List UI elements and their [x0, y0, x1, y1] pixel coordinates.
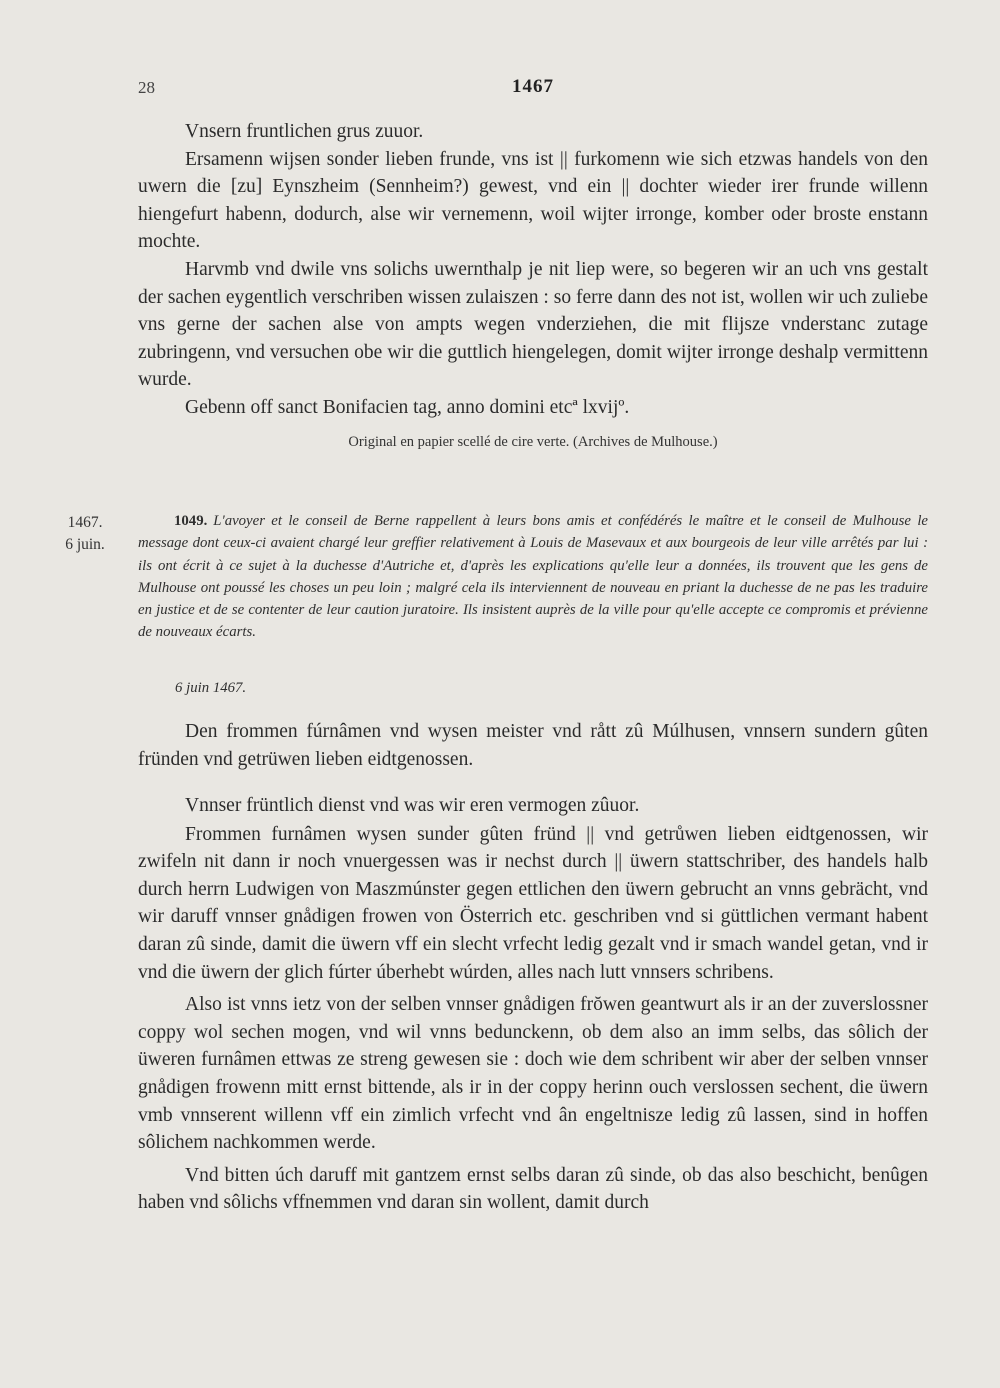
document-number: 1049.	[174, 513, 208, 529]
letter-2-address	[138, 718, 928, 773]
letter-1-paragraph: Harvmb vnd dwile vns solichs uwernthalp je nit liep were, so begeren wir an uch vns gestalt der sachen eygentlich verschriben wissen zulaiszen : so ferre dann des not ist, wollen wir uch zuliebe vns gerne der sachen alse von ampts wegen vnderziehen, die mit flijsze vnderstanc zutage zubringenn, vnd versuchen obe wir die guttlich hiengelegen, domit wijter irronge deshalp vermittenn wurde.	[138, 258, 928, 391]
letter-2-paragraph: Also ist vnns ietz von der selben vnnser gnådigen frŏwen geantwurt als ir an der zuverslossner coppy wol sechen mogen, vnd wil vnns bedunckenn, ob dem also an imm selbs, das sôlich der üweren furnâmen ettwas ze streng gewesen sie : doch wie dem schribent wir aber der selben vnnser gnådigen frowenn mitt ernst bittende, als ir in der coppy herinn ouch verslossen sechent, die üwern vmb vnnserent willenn vff ein zimlich vrfecht vnd ân engeltnisze ledig zû lassen, sind in hoffen sôlichem nachkommen werde.	[138, 994, 928, 1154]
page-header	[138, 78, 928, 102]
letter-2-greeting: Vnnser früntlich dienst vnd was wir eren vermogen zûuor.	[185, 795, 640, 816]
page-number: 28	[138, 78, 155, 97]
source-note: Original en papier scellé de cire verte. (Archives de Mulhouse.)	[348, 434, 718, 450]
letter-1-dating: Gebenn off sanct Bonifacien tag, anno domini etcª lxvijº.	[185, 396, 630, 418]
address-text: Den frommen fúrnâmen vnd wysen meister vnd rått zû Múlhusen, vnnsern sundern gûten fründen vnd getrüwen lieben eidtgenossen.	[138, 721, 928, 770]
letter-2-paragraph: Frommen furnâmen wysen sunder gûten fründ || vnd getrůwen lieben eidtgenossen, wir zwifeln nit dann ir noch vnuergessen was ir nechst durch || üwern stattschriber, des handels halb durch herrn Ludwigen von Maszmúnster gegen ettlichen den üwern gebrucht an vnns gebrächt, vnd wir daruff vnnser gnådigen frowen von Österrich etc. geschriben vnd si güttlichen vermant habent daran zû sinde, damit die üwern vff ein slecht vrfecht ledig gezalt vnd ir smach wandel getan, vnd ir vnd die üwern der glich fúrter úberhebt wúrden, alles nach lutt vnnsers schribens.	[138, 823, 928, 983]
margin-date-year: 1467.	[67, 514, 103, 531]
letter-2-paragraph: Vnd bitten úch daruff mit gantzem ernst selbs daran zû sinde, ob das also beschicht, benûgen haben vnd sôlichs vffnemmen vnd daran sin wollent, damit durch	[138, 1164, 928, 1214]
document-summary	[138, 510, 928, 644]
letter-1-greeting: Vnsern fruntlichen grus zuuor.	[185, 121, 424, 142]
margin-date	[40, 512, 130, 556]
margin-date-day: 6 juin.	[65, 536, 105, 553]
summary-date: 6 juin 1467.	[175, 680, 247, 696]
letter-2-text	[138, 792, 928, 1218]
letter-1-text	[138, 118, 928, 422]
letter-1-paragraph: Ersamenn wijsen sonder lieben frunde, vns ist || furkomenn wie sich etzwas handels von den uwern die [zu] Eynszheim (Sennheim?) gewest, vnd ein || dochter wieder irer frunde willenn hiengefurt habenn, dodurch, alse wir vernemenn, woil wijter irronge, komber oder broste enstann mochte.	[138, 148, 928, 253]
summary-text: L'avoyer et le conseil de Berne rappellent à leurs bons amis et confédérés le maître et le conseil de Mulhouse le message dont ceux-ci avaient chargé leur greffier relativement à Louis de Masevaux et aux bourgeois de leur ville arrêtés par lui : ils ont écrit à ce sujet à la duchesse d'Autriche et, d'après les explications qu'elle leur a données, ils trouvent que les gens de Mulhouse ont poussé les choses un peu loin ; malgré cela ils interviennent de nouveau en priant la duchesse de ne pas les traduire en justice et de se contenter de leur caution juratoire. Ils insistent auprès de la ville pour qu'elle accepte ce compromis et prévienne de nouveaux écarts.	[138, 513, 928, 641]
running-head-year: 1467	[512, 76, 554, 97]
